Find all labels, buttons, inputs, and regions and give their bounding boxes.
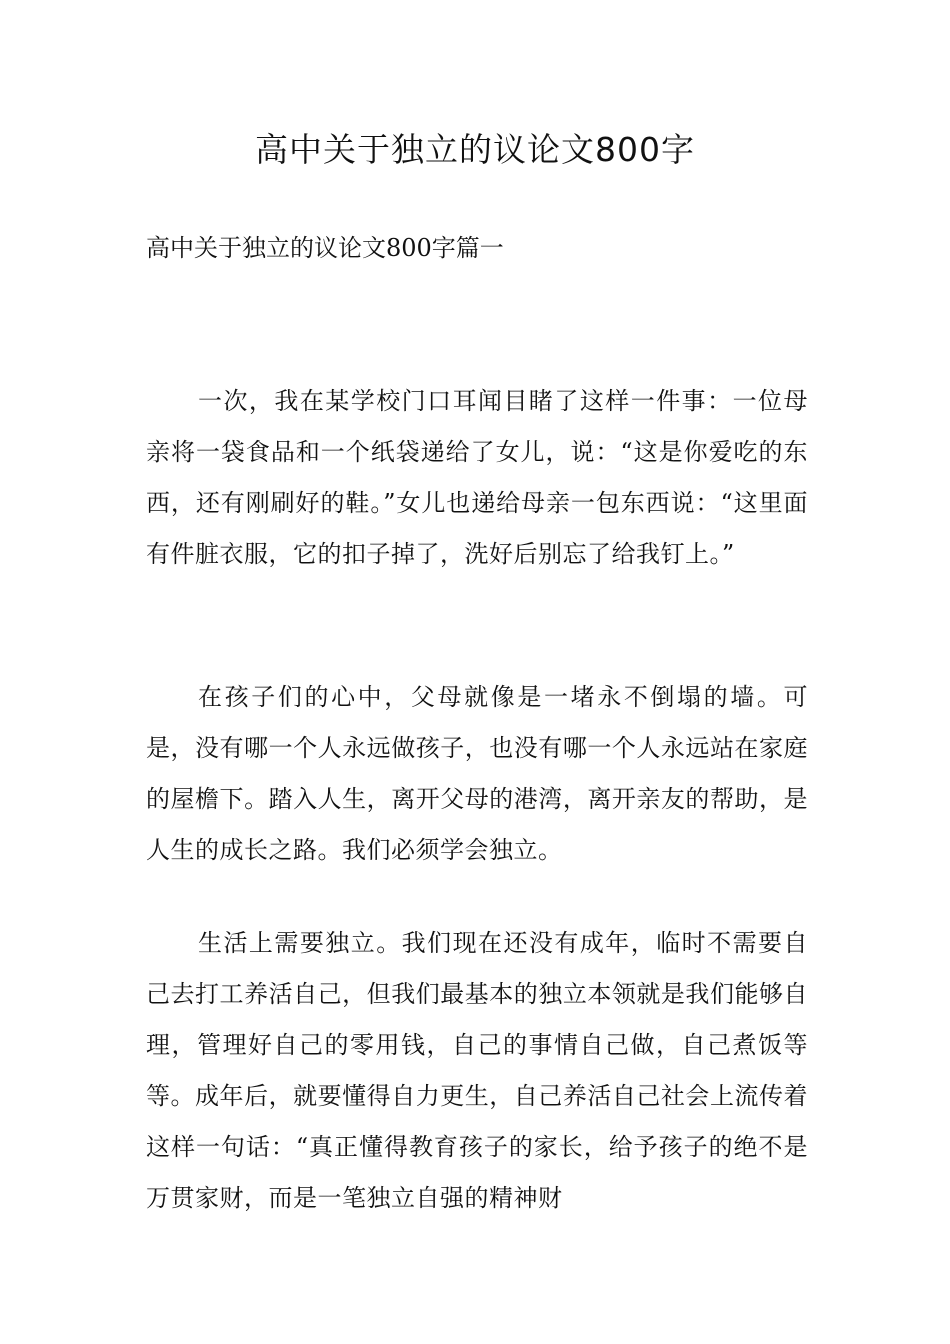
- body-paragraph-3: 生活上需要独立。我们现在还没有成年，临时不需要自己去打工养活自己，但我们最基本的独立本领就是我们能够自理，管理好自己的零用钱，自己的事情自己做，自己煮饭等等。成年后，就要懂得自力更生，自己养活自己社会上流传着这样一句话：“真正懂得教育孩子的家长，给予孩子的绝不是万贯家财，而是一笔独立自强的精神财: [146, 929, 808, 1212]
- document-title: 高中关于独立的议论文800字: [255, 130, 695, 169]
- body-paragraph-2: 在孩子们的心中，父母就像是一堵永不倒塌的墙。可是，没有哪一个人永远做孩子，也没有哪一个人永远站在家庭的屋檐下。踏入人生，离开父母的港湾，离开亲友的帮助，是人生的成长之路。我们必须学会独立。: [146, 683, 808, 864]
- body-paragraph-1: 一次，我在某学校门口耳闻目睹了这样一件事：一位母亲将一袋食品和一个纸袋递给了女儿，说：“这是你爱吃的东西，还有刚刷好的鞋。”女儿也递给母亲一包东西说：“这里面有件脏衣服，它的扣子掉了，洗好后别忘了给我钉上。”: [146, 387, 808, 568]
- section-subtitle: 高中关于独立的议论文800字篇一: [146, 234, 504, 262]
